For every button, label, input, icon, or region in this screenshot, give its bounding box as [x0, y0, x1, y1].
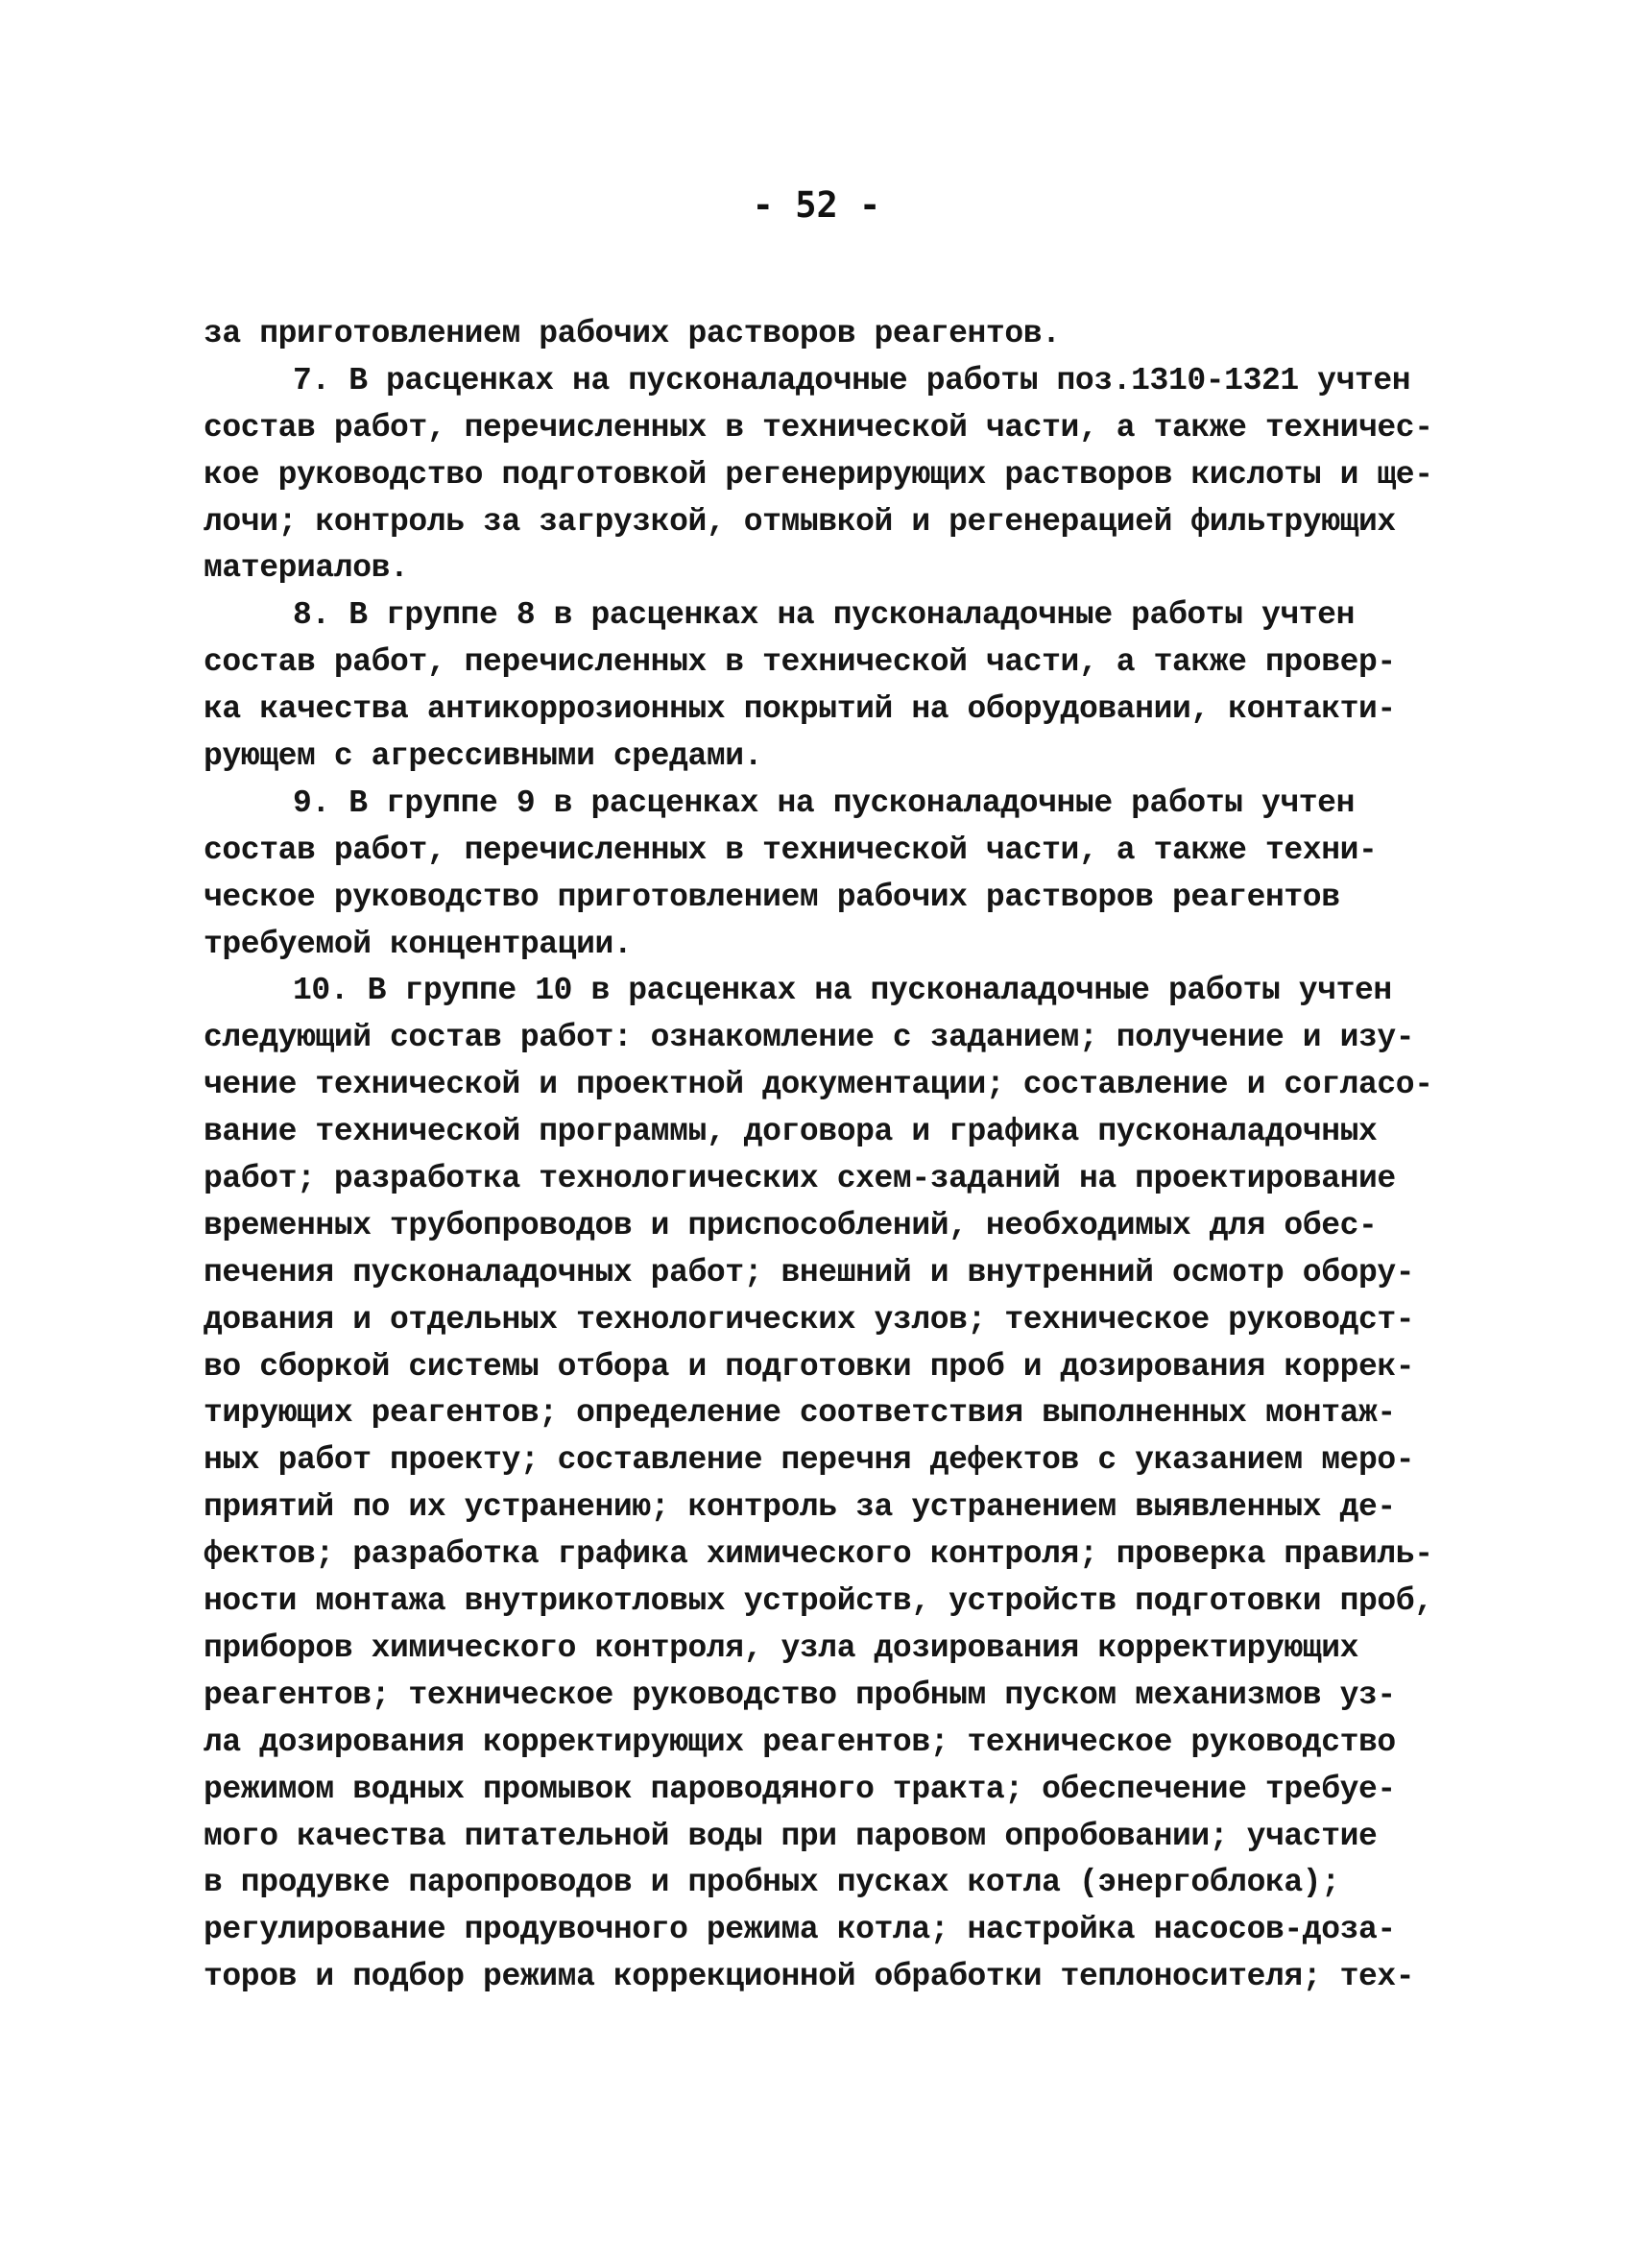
- paragraph-10-start: 10. В группе 10 в расценках на пусконаладочные работы учтен: [293, 973, 1392, 1009]
- text-line: ческое руководство приготовлением рабочих растворов реагентов: [204, 879, 1340, 915]
- page-number: - 52 -: [752, 184, 881, 226]
- text-line: за приготовлением рабочих растворов реагентов.: [204, 316, 1061, 351]
- text-line: рующем с агрессивными средами.: [204, 738, 763, 775]
- text-line: состав работ, перечисленных в технической части, а также техничес-: [204, 409, 1433, 446]
- text-line: дования и отдельных технологических узлов; техническое руководст-: [204, 1301, 1415, 1338]
- text-line: во сборкой системы отбора и подготовки проб и дозирования коррек-: [204, 1348, 1415, 1385]
- text-line: чение технической и проектной документации; составление и согласо-: [204, 1067, 1433, 1103]
- text-line: печения пусконаладочных работ; внешний и внутренний осмотр обору-: [204, 1254, 1415, 1291]
- text-line: состав работ, перечисленных в технической части, а также техни-: [204, 832, 1378, 868]
- text-line: материалов.: [204, 550, 409, 587]
- text-line: временных трубопроводов и приспособлений, необходимых для обес-: [204, 1207, 1378, 1243]
- text-line: регулирование продувочного режима котла; настройка насосов-доза-: [204, 1912, 1396, 1948]
- paragraph-8-start: 8. В группе 8 в расценках на пусконаладочные работы учтен: [293, 597, 1355, 634]
- text-line: реагентов; техническое руководство пробным пуском механизмов уз-: [204, 1677, 1396, 1713]
- text-line: вание технической программы, договора и графика пусконаладочных: [204, 1114, 1378, 1150]
- text-line: следующий состав работ: ознакомление с заданием; получение и изу-: [204, 1020, 1415, 1056]
- body-text: [204, 311, 1471, 2001]
- text-line: ных работ проекту; составление перечня дефектов с указанием меро-: [204, 1442, 1415, 1479]
- text-line: ности монтажа внутрикотловых устройств, устройств подготовки проб,: [204, 1583, 1433, 1620]
- text-line: работ; разработка технологических схем-заданий на проектирование: [204, 1161, 1396, 1197]
- text-line: ла дозирования корректирующих реагентов; техническое руководство: [204, 1724, 1396, 1760]
- text-line: ка качества антикоррозионных покрытий на оборудовании, контакти-: [204, 691, 1396, 728]
- text-line: требуемой концентрации.: [204, 926, 633, 962]
- paragraph-9-start: 9. В группе 9 в расценках на пусконаладочные работы учтен: [293, 784, 1355, 821]
- text-line: в продувке паропроводов и пробных пусках котла (энергоблока);: [204, 1865, 1340, 1901]
- text-line: кое руководство подготовкой регенерирующих растворов кислоты и ще-: [204, 456, 1433, 493]
- text-line: состав работ, перечисленных в технической части, а также провер-: [204, 644, 1396, 681]
- text-line: лочи; контроль за загрузкой, отмывкой и регенерацией фильтрующих: [204, 503, 1396, 540]
- text-line: торов и подбор режима коррекционной обработки теплоносителя; тех-: [204, 1959, 1415, 1995]
- text-line: фектов; разработка графика химического контроля; проверка правиль-: [204, 1536, 1433, 1573]
- text-line: приятий по их устранению; контроль за устранением выявленных де-: [204, 1489, 1396, 1526]
- text-line: мого качества питательной воды при паровом опробовании; участие: [204, 1818, 1378, 1854]
- text-line: режимом водных промывок пароводяного тракта; обеспечение требуе-: [204, 1771, 1396, 1807]
- text-line: приборов химического контроля, узла дозирования корректирующих: [204, 1629, 1359, 1666]
- paragraph-7-start: 7. В расценках на пусконаладочные работы поз.1310-1321 учтен: [293, 362, 1411, 398]
- text-line: тирующих реагентов; определение соответствия выполненных монтаж-: [204, 1395, 1396, 1432]
